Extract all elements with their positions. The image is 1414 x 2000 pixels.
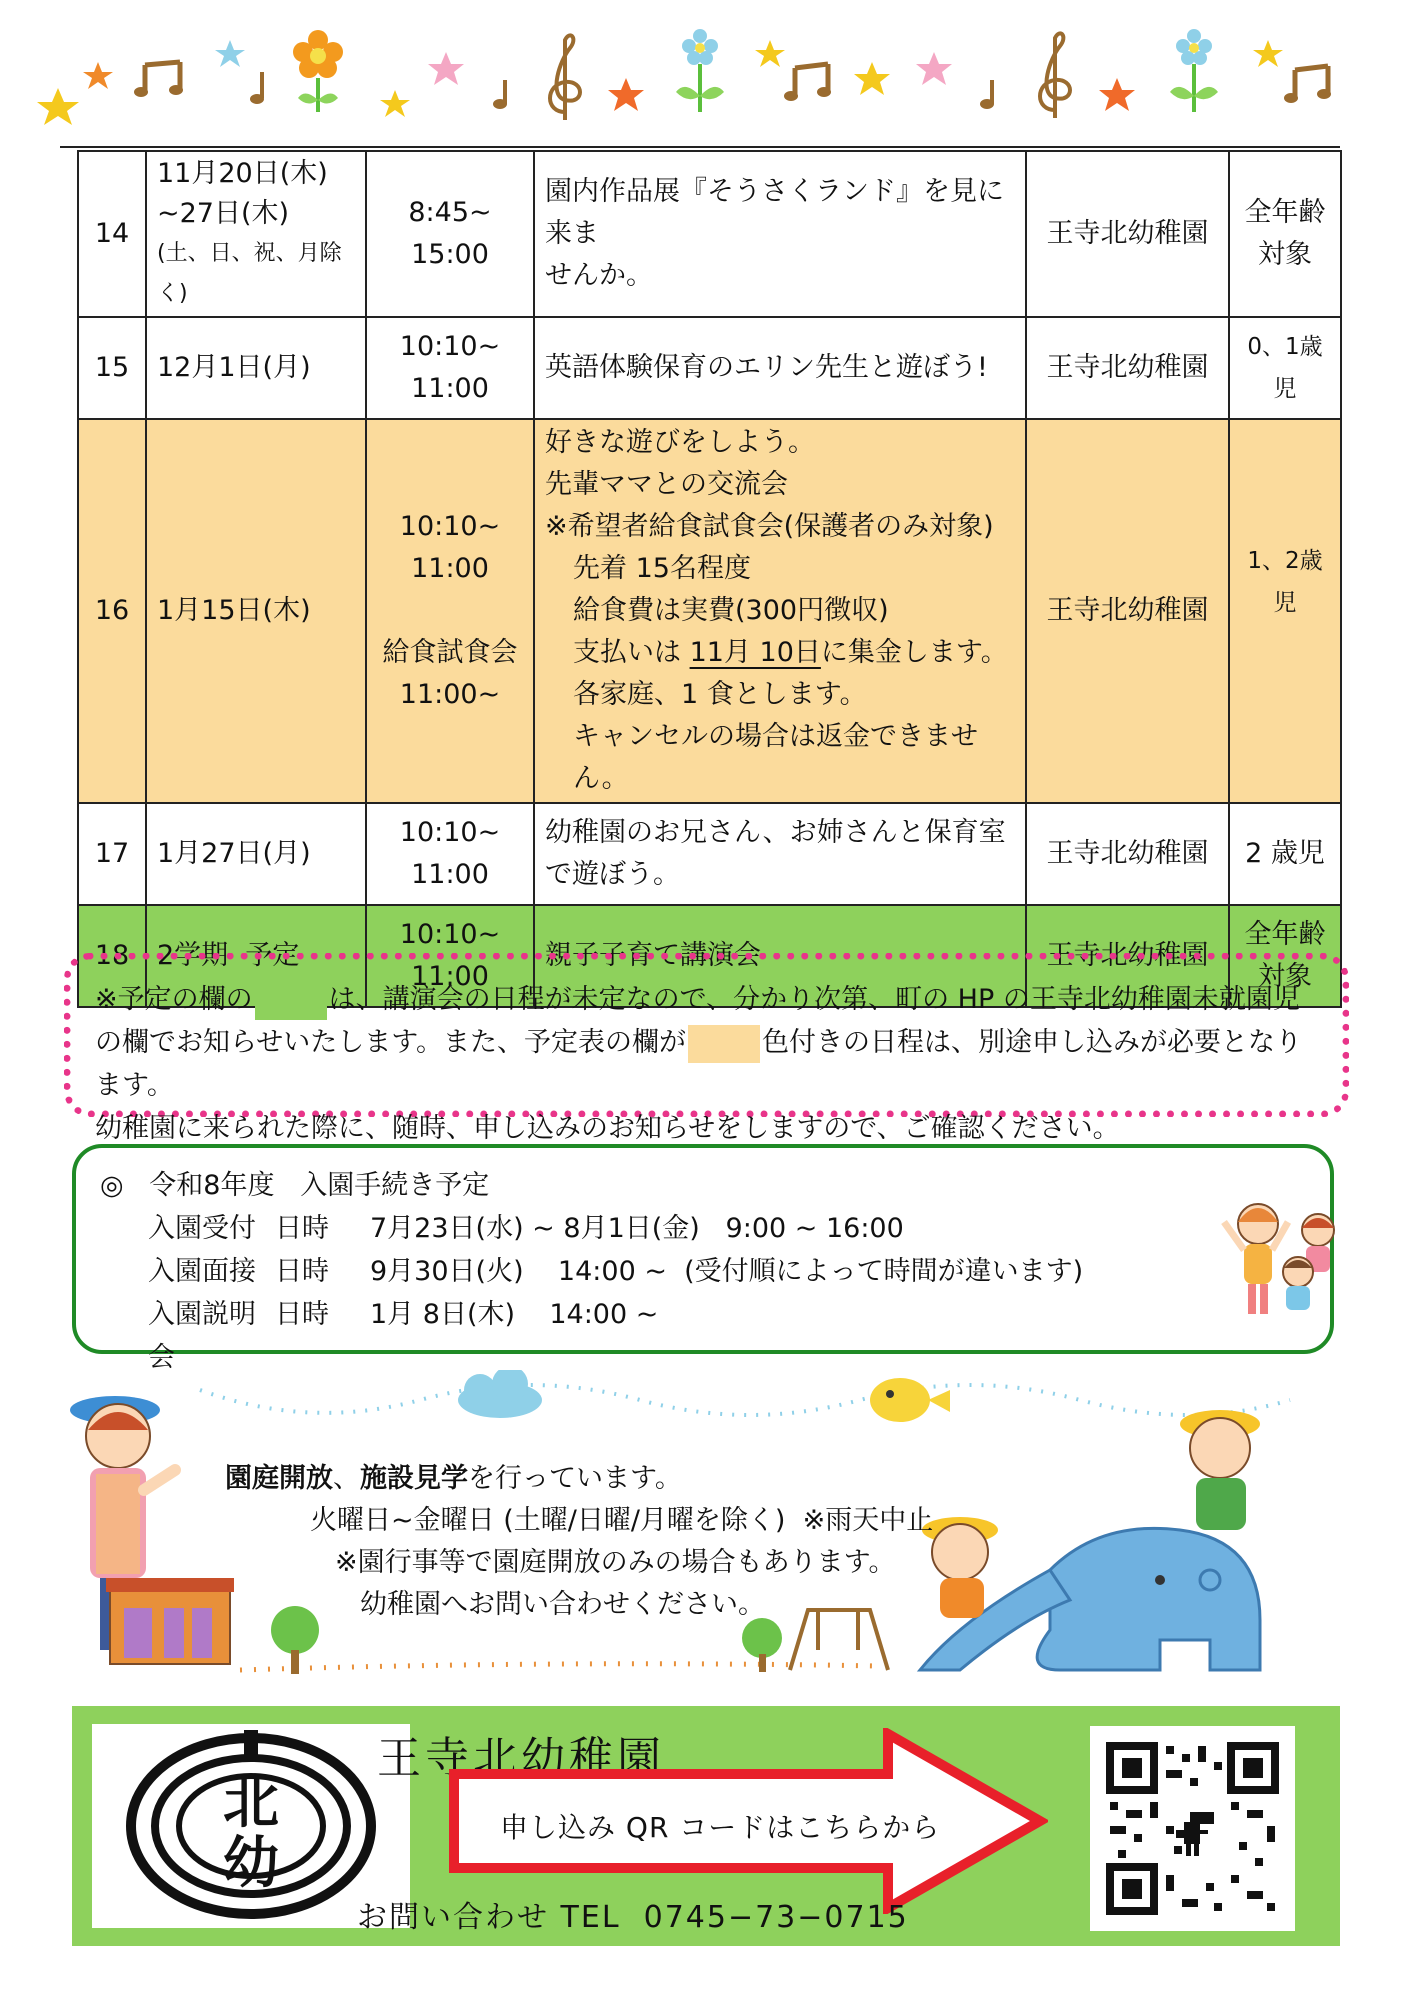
- table-row: [78, 419, 1341, 803]
- green-swatch: [255, 982, 327, 1020]
- row-target: 全年齢 対象: [1229, 905, 1341, 1007]
- row-target: 0、1歳児: [1229, 317, 1341, 419]
- flower-icon: [1170, 29, 1218, 112]
- star-icon: [215, 40, 245, 67]
- treble-clef-icon: [550, 35, 580, 120]
- star-icon: [755, 40, 785, 67]
- enrollment-heading: ◎ 令和8年度 入園手続き予定: [100, 1170, 490, 1201]
- row-venue: 王寺北幼稚園: [1026, 803, 1229, 905]
- row-time: 10:10~ 11:00: [366, 803, 534, 905]
- row-number: 15: [78, 317, 146, 419]
- row-date: 2学期 予定: [146, 905, 366, 1007]
- row-time: 10:10~ 11:00: [366, 317, 534, 419]
- schedule-table: [77, 150, 1342, 1008]
- list-item: 入園説明会 日時 1月 8日(木) 14:00 ~: [148, 1299, 659, 1373]
- row-content: 園内作品展『そうさくランド』を見に来ま せんか。: [534, 151, 1026, 317]
- music-note-icon: [1284, 66, 1331, 103]
- star-icon: [380, 90, 410, 117]
- music-note-icon: [250, 72, 264, 104]
- row-content: 親子子育て講演会: [534, 905, 1026, 1007]
- row-time: 8:45~ 15:00: [366, 151, 534, 317]
- star-icon: [916, 52, 952, 85]
- svg-text:幼: 幼: [223, 1831, 279, 1896]
- row-date: 1月15日(木): [146, 419, 366, 803]
- star-icon: [83, 62, 113, 89]
- flower-icon: [293, 30, 343, 112]
- table-row: [78, 317, 1341, 419]
- school-building-icon: [106, 1578, 234, 1664]
- table-row: [78, 151, 1341, 317]
- footer: [72, 1706, 1340, 1946]
- star-icon: [1099, 78, 1135, 111]
- children-illustration: [1218, 1192, 1350, 1322]
- star-icon: [428, 52, 464, 85]
- star-icon: [1253, 40, 1283, 67]
- enrollment-schedule: [72, 1144, 1334, 1373]
- row-target: 1、2歳児: [1229, 419, 1341, 803]
- row-date: 1月27日(月): [146, 803, 366, 905]
- list-item: 入園受付 日時 7月23日(水) ~ 8月1日(金) 9:00 ~ 16:00: [148, 1213, 904, 1244]
- table-row: [78, 803, 1341, 905]
- music-note-icon: [134, 62, 183, 97]
- flower-icon: [676, 29, 724, 112]
- treble-clef-icon: [1040, 33, 1070, 118]
- school-name: 王寺北幼稚園: [377, 1733, 665, 1784]
- qr-code-icon[interactable]: [1090, 1726, 1295, 1931]
- open-house-info: 園庭開放、施設見学を行っています。 火曜日~金曜日 (土曜/日曜/月曜を除く) ※雨天中止 ※園行事等で園庭開放のみの場合もあります。 幼稚園へお問い合わせください。: [225, 1463, 934, 1620]
- row-number: 16: [78, 419, 146, 803]
- row-number: 17: [78, 803, 146, 905]
- row-content: 好きな遊びをしよう。 先輩ママとの交流会 ※希望者給食試食会(保護者のみ対象) 先着 15名程度 給食費は実費(300円徴収) 支払いは 11月 10日に集金します。 各家庭、1 食とします。 キャンセルの場合は返金できません。: [534, 419, 1026, 803]
- music-note-icon: [493, 80, 507, 109]
- row-venue: 王寺北幼稚園: [1026, 419, 1229, 803]
- yellow-swatch: [688, 1025, 760, 1063]
- row-time: 10:10~ 11:00: [366, 905, 534, 1007]
- contact-phone[interactable]: お問い合わせ TEL 0745−73−0715: [357, 1900, 909, 1935]
- row-content: 幼稚園のお兄さん、お姉さんと保育室 で遊ぼう。: [534, 803, 1026, 905]
- schedule-note: ※予定の欄の は、講演会の日程が未定なので、分かり次第、町の HP の王寺北幼稚園未就園児 の欄でお知らせいたします。また、予定表の欄が 色付きの日程は、別途申し込みが必要となります。 幼稚園に来られた際に、随時、申し込みのお知らせをしますので、ご確認ください。: [64, 953, 1349, 1117]
- row-venue: 王寺北幼稚園: [1026, 317, 1229, 419]
- list-item: 入園面接 日時 9月30日(火) 14:00 ~ (受付順によって時間が違います): [148, 1256, 1084, 1287]
- svg-text:北: 北: [223, 1771, 279, 1836]
- payment-date: 11月 10日: [689, 637, 821, 668]
- qr-code-label: 申し込み QR コードはこちらから: [500, 1811, 941, 1844]
- header-rule: [60, 146, 1340, 148]
- music-note-icon: [980, 80, 994, 109]
- star-icon: [37, 88, 79, 125]
- row-target: 2 歳児: [1229, 803, 1341, 905]
- cloud-icon: [458, 1370, 542, 1418]
- row-venue: 王寺北幼稚園: [1026, 905, 1229, 1007]
- row-date: 12月1日(月): [146, 317, 366, 419]
- row-venue: 王寺北幼稚園: [1026, 151, 1229, 317]
- star-icon: [608, 78, 644, 111]
- star-icon: [854, 62, 890, 95]
- music-note-icon: [784, 64, 831, 101]
- row-target: 全年齢 対象: [1229, 151, 1341, 317]
- tree-icon: [742, 1618, 782, 1672]
- row-date: 11月20日(木) ~27日(木) (土、日、祝、月除く): [146, 151, 366, 317]
- header-decoration: [0, 0, 1414, 150]
- row-number: 18: [78, 905, 146, 1007]
- bird-icon: [870, 1378, 950, 1422]
- row-number: 14: [78, 151, 146, 317]
- row-time: 10:10~ 11:00 給食試食会 11:00~: [366, 419, 534, 803]
- row-content: 英語体験保育のエリン先生と遊ぼう!: [534, 317, 1026, 419]
